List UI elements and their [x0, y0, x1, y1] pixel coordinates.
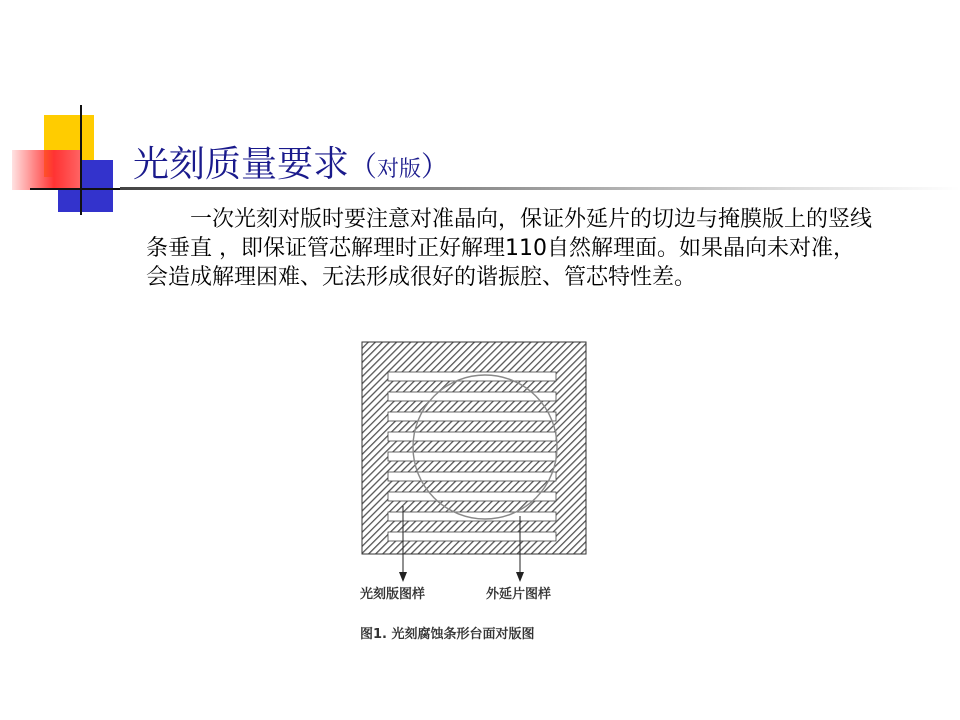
decor-red-bar	[12, 150, 82, 190]
mask-stripe	[388, 532, 556, 541]
arrow-right-head	[516, 572, 524, 582]
decor-horizontal-line	[30, 188, 126, 190]
title-main: 光刻质量要求	[133, 144, 350, 185]
figure-caption: 图1. 光刻腐蚀条形台面对版图	[360, 627, 535, 642]
mask-stripe	[388, 472, 556, 481]
slide-title	[133, 136, 449, 187]
decor-vertical-line	[80, 105, 82, 215]
title-close-paren: ）	[421, 150, 450, 183]
alignment-figure	[340, 320, 620, 650]
mask-stripe	[388, 512, 556, 521]
title-open-paren: （	[349, 150, 378, 183]
mask-stripe	[388, 412, 556, 421]
mask-stripe	[388, 492, 556, 501]
body-paragraph: 一次光刻对版时要注意对准晶向，保证外延片的切边与掩膜版上的竖线条垂直 ，即保证管芯解理时正好解理110自然解理面。如果晶向未对准，会造成解理困难、无法形成很好的谐振腔、管芯特性差。	[146, 207, 873, 290]
title-underline	[120, 187, 960, 190]
mask-stripe	[388, 392, 556, 401]
arrow-left-head	[399, 572, 407, 582]
label-wafer-pattern: 外延片图样	[486, 587, 552, 602]
title-subtitle: 对版	[377, 157, 422, 182]
body-paragraph-container	[146, 205, 876, 292]
alignment-diagram	[340, 320, 620, 650]
label-mask-pattern: 光刻版图样	[360, 587, 426, 602]
